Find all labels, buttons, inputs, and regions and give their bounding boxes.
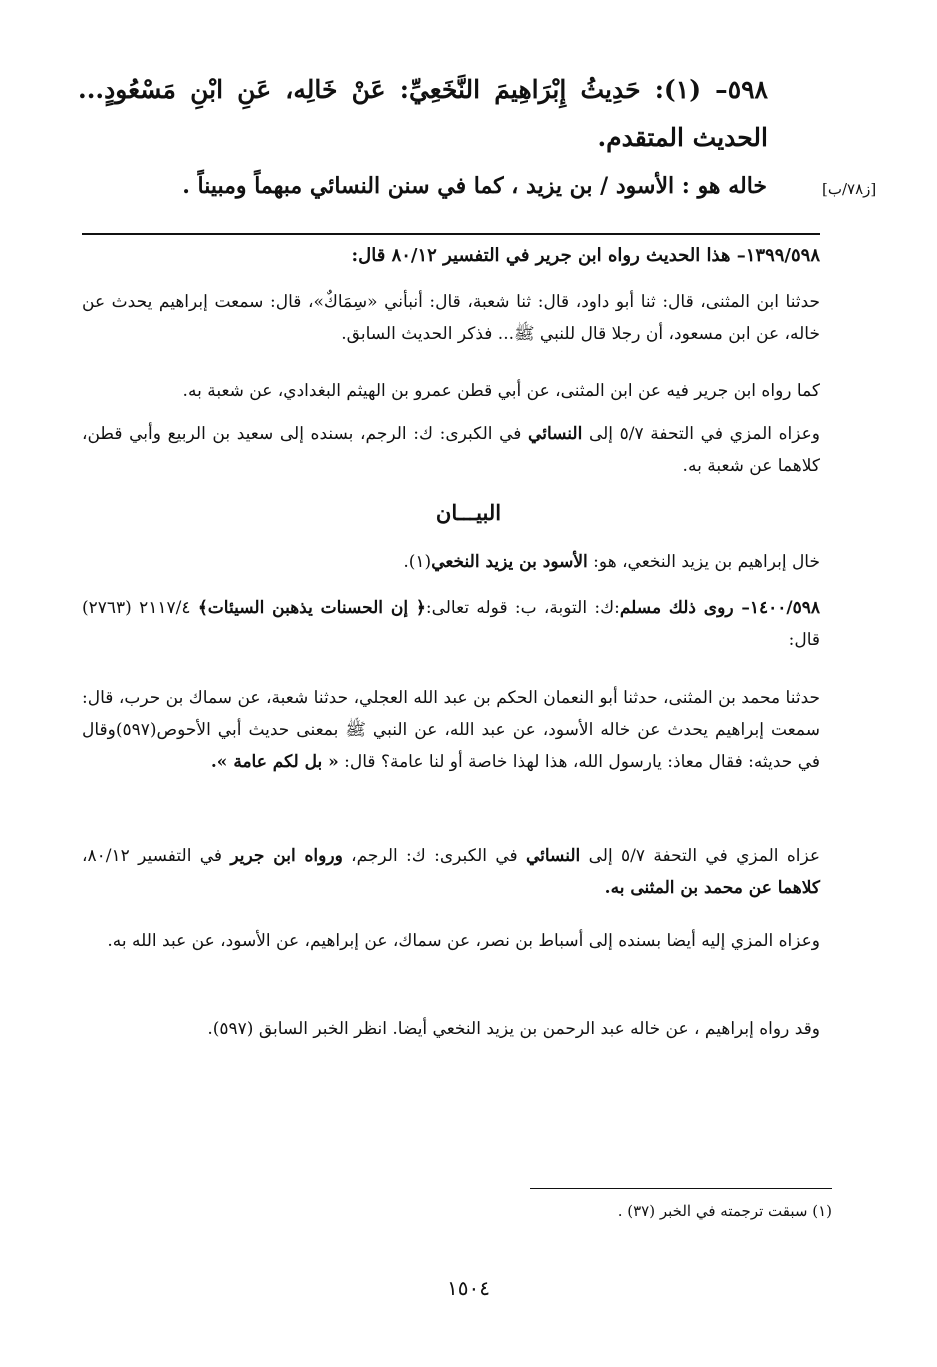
paragraph-mizzi-attribution-1 (82, 418, 820, 482)
footnote-divider (530, 1188, 832, 1189)
margin-reference: [ز٧٨/ب] (822, 180, 877, 198)
hadith-heading: ٥٩٨– (١): حَدِيثُ إِبْرَاهِيمَ النَّخَعِيِّ: عَنْ خَالِه، عَنِ ابْنِ مَسْعُودٍ... الحديث المتقدم. (78, 75, 768, 152)
quran-verse: ﴿ إن الحسنات يذهبن السيئات﴾ (197, 598, 426, 618)
aswad-name: الأسود بن يزيد النخعي (431, 552, 588, 572)
text-segment: في الكبرى: ك: الرجم، (342, 846, 526, 866)
paragraph-bayan-khal (82, 546, 820, 578)
paragraph-ibn-jarir-isnad: حدثنا ابن المثنى، قال: ثنا أبو داود، قال: ثنا شعبة، قال: أنبأني «سِمَاكٌ»، قال: سمعت إبراهيم يحدث عن خاله، عن ابن مسعود، أن رجلا قال للنبي ﷺ... فذكر الحديث السابق. (82, 292, 820, 344)
text-segment: :ك: التوبة، ب: قوله تعالى: (425, 598, 620, 618)
footnote: (١) سبقت ترجمته في الخبر (٣٧) . (617, 1202, 832, 1220)
nasai-name: النسائي (525, 846, 581, 866)
section-divider (82, 233, 820, 235)
ibn-jarir-name: ورواه ابن جرير (230, 846, 343, 866)
text-segment: عزاه المزي في التحفة ٥/٧ إلى (580, 846, 820, 866)
page-number: ١٥٠٤ (447, 1276, 490, 1300)
text-segment: في الكبرى: ك: الرجم، بسنده إلى سعيد بن الربيع وأبي قطن، كلاهما عن شعبة به. (82, 424, 820, 476)
text-segment: ١٤٠٠/٥٩٨– روى ذلك مسلم (619, 598, 820, 618)
text-segment: وعزاه المزي في التحفة ٥/٧ إلى (582, 424, 820, 444)
paragraph-asbat-chain: وعزاه المزي إليه أيضا بسنده إلى أسباط بن نصر، عن سماك، عن إبراهيم، عن الأسود، عن عبد الله به. (107, 931, 820, 951)
text-segment: خال إبراهيم بن يزيد النخعي، هو: (587, 552, 820, 572)
takhrij-heading-1399: ١٣٩٩/٥٩٨– هذا الحديث رواه ابن جرير في التفسير ٨٠/١٢ قال: (351, 245, 820, 266)
text-segment: حدثنا محمد بن المثنى، حدثنا أبو النعمان الحكم بن عبد الله العجلي، حدثنا شعبة، عن سماك بن حرب، قال: سمعت إبراهيم يحدث عن خاله الأسود، عن عبد الله، عن النبي ﷺ بمعنى حديث أبي الأحوص(٥٩٧)وقال في حديثه: فقال معاذ: يارسول الله، هذا لهذا خاصة أو لنا عامة؟ قال: (82, 688, 820, 772)
text-segment: في التفسير ٨٠/١٢، (82, 846, 231, 866)
text-segment: كلاهما عن محمد بن المثنى به. (604, 878, 820, 898)
footnote-marker: (١). (403, 552, 432, 572)
bayan-title: البيـــان (435, 500, 502, 525)
paragraph-muslim-isnad (82, 682, 820, 778)
khal-statement: خاله هو : الأسود / بن يزيد ، كما في سنن النسائي مبهماً ومبيناً . (182, 173, 767, 199)
paragraph-abd-al-rahman: وقد رواه إبراهيم ، عن خاله عبد الرحمن بن يزيد النخعي أيضا. انظر الخبر السابق (٥٩٧). (207, 1019, 820, 1039)
nasai-name: النسائي (528, 424, 583, 444)
paragraph-mizzi-attribution-2 (82, 840, 820, 904)
text-segment: ٢١١٧/٤ (٢٧٦٣) قال: (82, 598, 820, 650)
takhrij-heading-1400 (82, 592, 820, 656)
prophetic-answer: « بل لكم عامة ». (210, 752, 339, 772)
paragraph-ibn-jarir-second: كما رواه ابن جرير فيه عن ابن المثنى، عن أبي قطن عمرو بن الهيثم البغدادي، عن شعبة به. (182, 381, 820, 401)
